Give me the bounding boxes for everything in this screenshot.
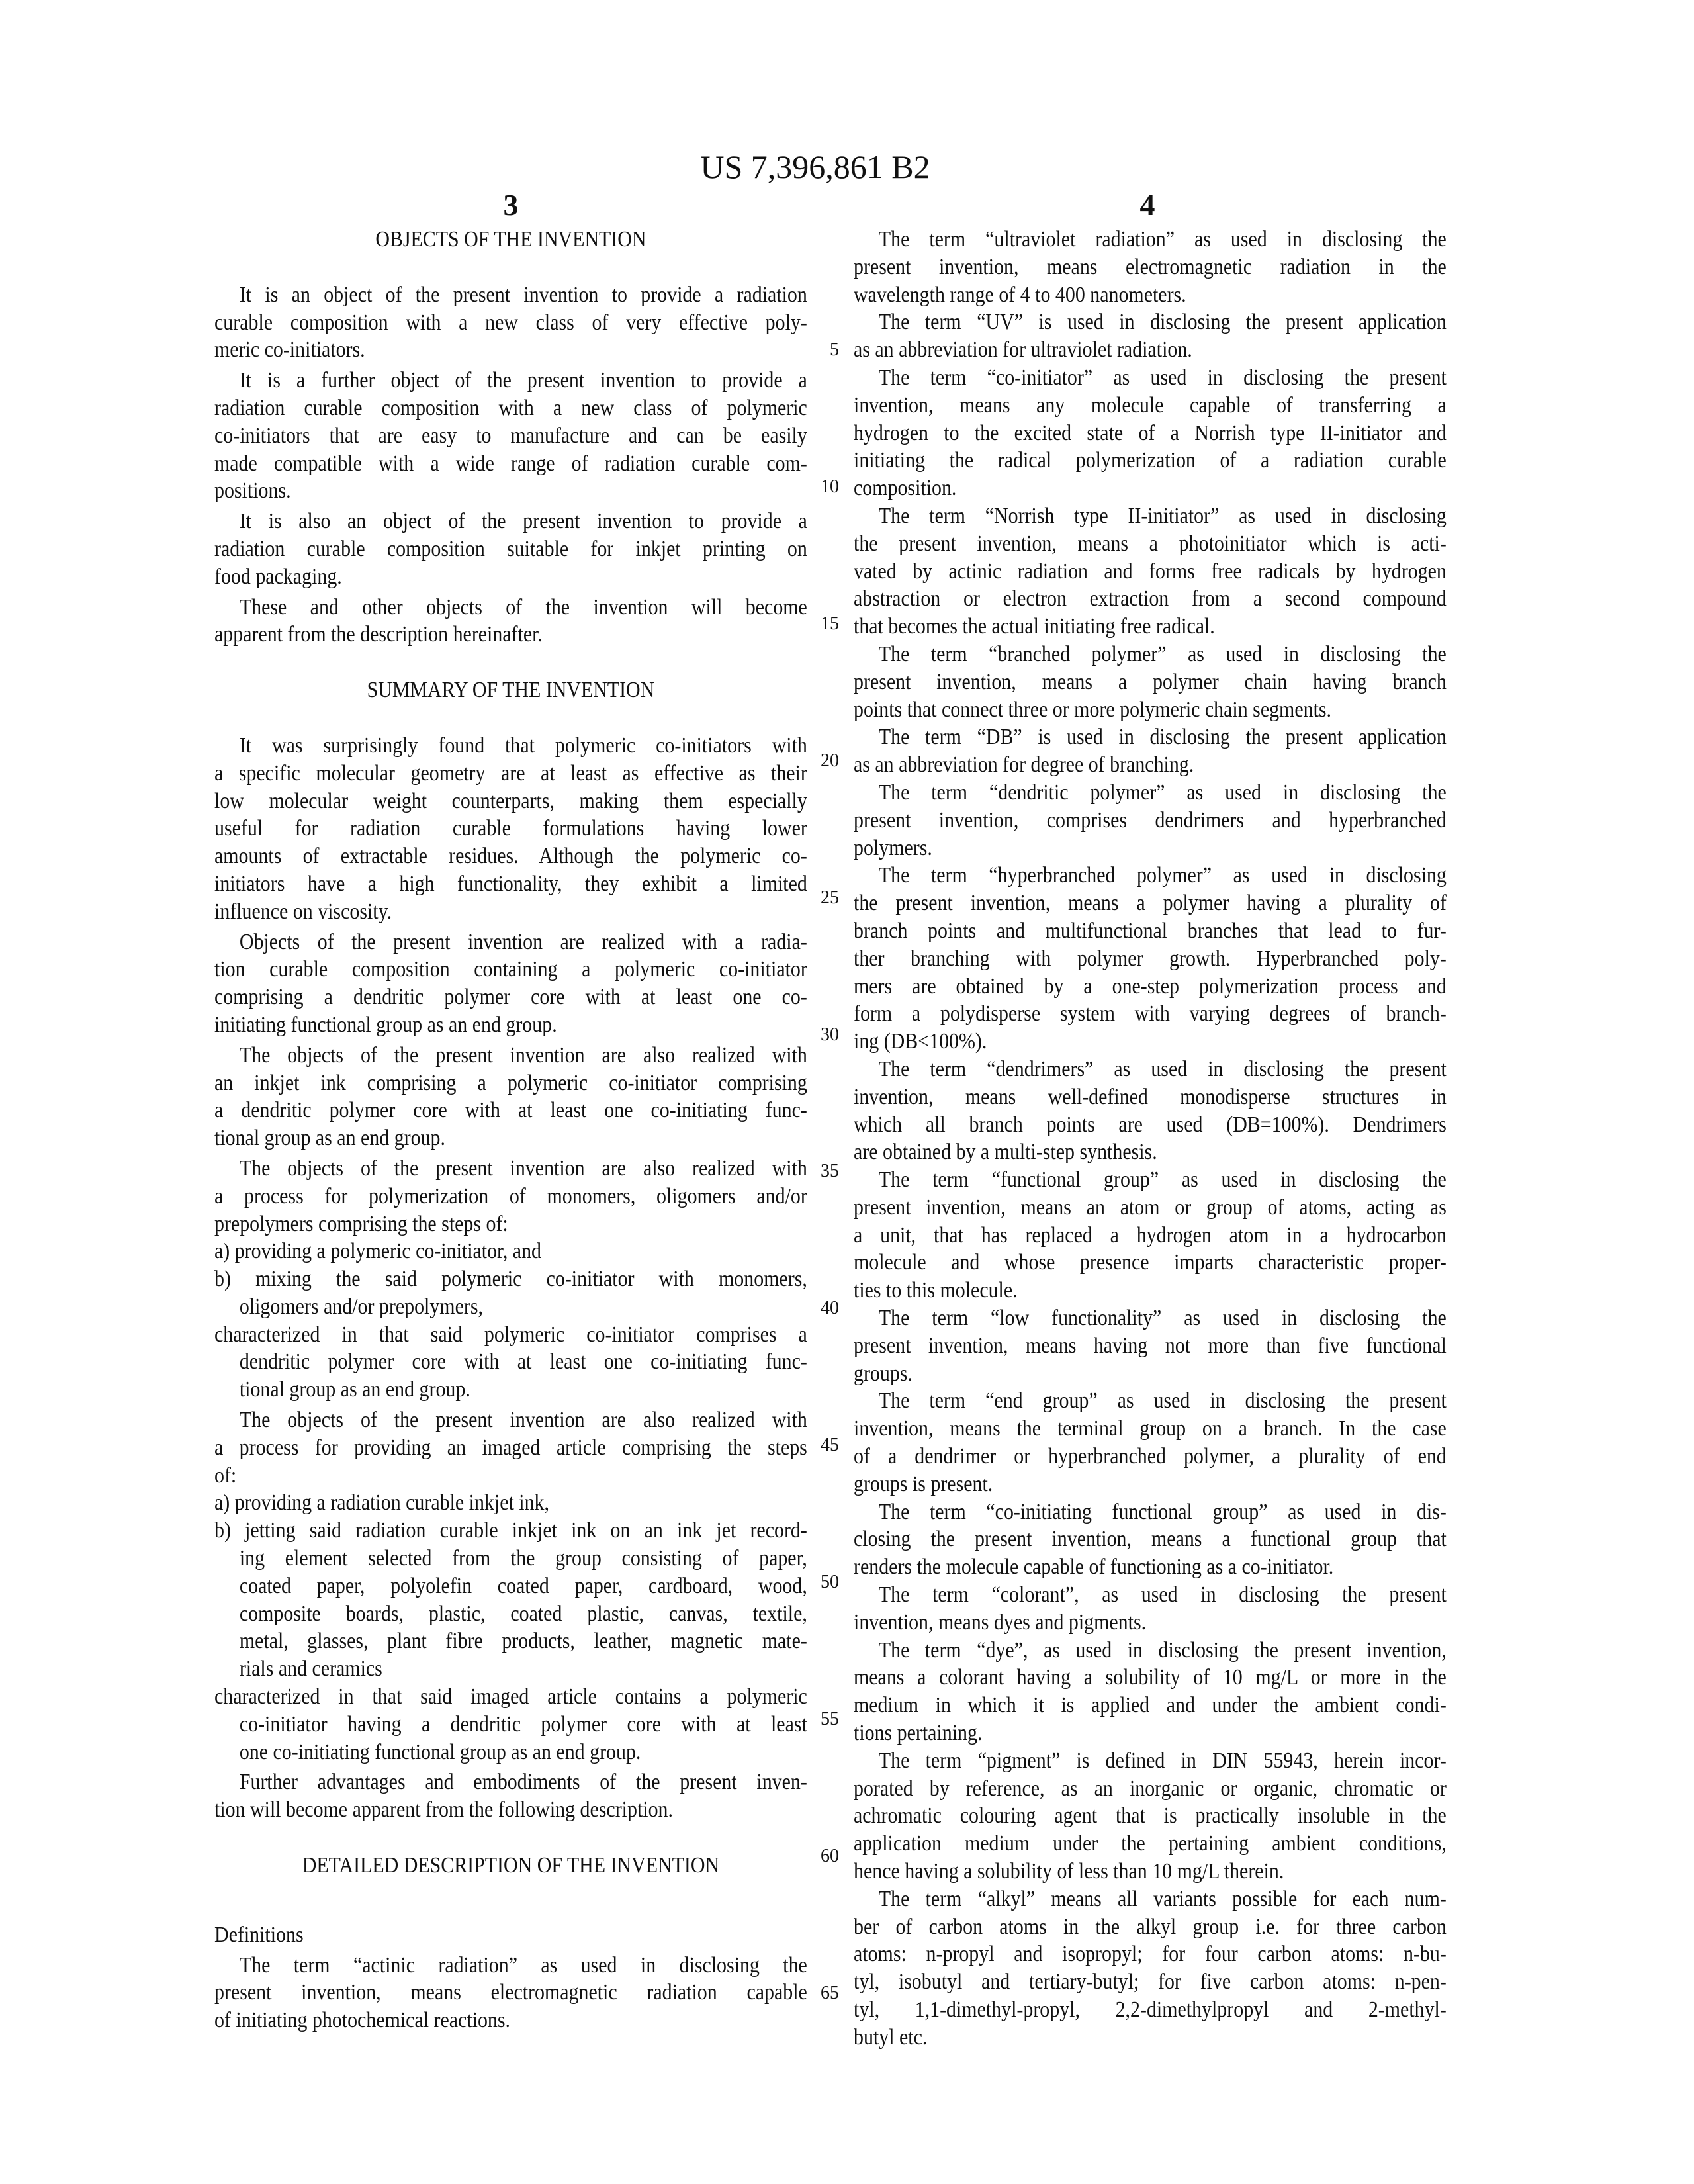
line-number: 45 [799, 1435, 839, 1455]
text-line: tional group as an end group. [214, 1124, 807, 1152]
line-number: 30 [799, 1025, 839, 1045]
text-line: groups is present. [854, 1471, 1447, 1498]
paragraph [854, 1166, 1447, 1304]
text-line: The term “actinic radiation” as used in disclosing the [214, 1952, 807, 1979]
patent-number: US 7,396,861 B2 [0, 147, 1630, 187]
text-line: ties to this molecule. [854, 1277, 1447, 1304]
text-line: hence having a solubility of less than 10 mg/L therein. [854, 1858, 1447, 1886]
text-line: porated by reference, as an inorganic or organic, chromatic or [854, 1775, 1447, 1803]
list-item [214, 1489, 807, 1517]
text-line: of: [214, 1462, 807, 1490]
text-line: initiating the radical polymerization of a radiation curable [854, 447, 1447, 475]
text-line: invention, means dyes and pigments. [854, 1609, 1447, 1637]
left-column [214, 226, 807, 2034]
text-line: influence on viscosity. [214, 898, 807, 926]
text-line: branch points and multifunctional branches that lead to fur- [854, 917, 1447, 945]
text-line: metal, glasses, plant fibre products, leather, magnetic mate- [214, 1627, 807, 1655]
text-line: as an abbreviation for degree of branching. [854, 751, 1447, 779]
text-line: comprising a dendritic polymer core with at least one co- [214, 983, 807, 1011]
text-line: butyl etc. [854, 2024, 1447, 2052]
text-line: a) providing a radiation curable inkjet ink, [214, 1489, 807, 1517]
list-item [214, 1265, 807, 1321]
text-line: It is a further object of the present invention to provide a [214, 367, 807, 394]
text-line: rials and ceramics [214, 1655, 807, 1683]
column-number-right: 4 [1081, 187, 1214, 224]
paragraph [214, 1952, 807, 2034]
text-line: The term “dye”, as used in disclosing the present invention, [854, 1637, 1447, 1664]
paragraph [214, 281, 807, 364]
text-line: polymers. [854, 835, 1447, 862]
text-line: tion curable composition containing a polymeric co-initiator [214, 956, 807, 983]
text-line: one co-initiating functional group as an end group. [214, 1739, 807, 1766]
text-line: which all branch points are used (DB=100%). Dendrimers [854, 1111, 1447, 1139]
paragraph [854, 502, 1447, 641]
text-line: b) jetting said radiation curable inkjet ink on an ink jet record- [214, 1517, 807, 1545]
text-line: The term “co-initiator” as used in disclosing the present [854, 364, 1447, 392]
text-line: The term “UV” is used in disclosing the present application [854, 308, 1447, 336]
line-number: 60 [799, 1846, 839, 1866]
text-line: The term “branched polymer” as used in disclosing the [854, 641, 1447, 668]
text-line: tyl, isobutyl and tertiary-butyl; for five carbon atoms: n-pen- [854, 1968, 1447, 1996]
paragraph [854, 862, 1447, 1056]
text-line: ber of carbon atoms in the alkyl group i.e. for three carbon [854, 1913, 1447, 1941]
text-line: invention, means any molecule capable of transferring a [854, 392, 1447, 420]
text-line: co-initiators that are easy to manufacture and can be easily [214, 422, 807, 450]
text-line: points that connect three or more polymeric chain segments. [854, 696, 1447, 724]
line-number: 55 [799, 1709, 839, 1729]
paragraph [214, 1155, 807, 1238]
text-line: a dendritic polymer core with at least one co-initiating func- [214, 1097, 807, 1124]
text-line: an inkjet ink comprising a polymeric co-initiator comprising [214, 1069, 807, 1097]
text-line: a specific molecular geometry are at least as effective as their [214, 760, 807, 788]
text-line: are obtained by a multi-step synthesis. [854, 1138, 1447, 1166]
paragraph [214, 1768, 807, 1824]
text-line: present invention, means a polymer chain having branch [854, 668, 1447, 696]
text-line: radiation curable composition suitable for inkjet printing on [214, 535, 807, 563]
line-number: 20 [799, 751, 839, 771]
text-line: The term “dendritic polymer” as used in disclosing the [854, 779, 1447, 807]
paragraph [854, 1747, 1447, 1886]
text-line: vated by actinic radiation and forms free radicals by hydrogen [854, 558, 1447, 586]
paragraph [854, 1581, 1447, 1637]
text-line: The term “end group” as used in disclosing the present [854, 1387, 1447, 1415]
text-line: medium in which it is applied and under the ambient condi- [854, 1692, 1447, 1719]
paragraph [214, 1406, 807, 1489]
text-line: co-initiator having a dendritic polymer core with at least [214, 1711, 807, 1739]
text-line: The term “ultraviolet radiation” as used in disclosing the [854, 226, 1447, 253]
list-item [214, 1517, 807, 1683]
paragraph [854, 723, 1447, 779]
text-line: radiation curable composition with a new class of polymeric [214, 394, 807, 422]
paragraph [854, 1637, 1447, 1747]
paragraph [854, 1056, 1447, 1166]
text-line: initiators have a high functionality, they exhibit a limited [214, 870, 807, 898]
line-number: 50 [799, 1572, 839, 1592]
text-line: tions pertaining. [854, 1719, 1447, 1747]
paragraph [214, 367, 807, 505]
text-line: useful for radiation curable formulations having lower [214, 815, 807, 842]
text-line: dendritic polymer core with at least one co-initiating func- [214, 1348, 807, 1376]
text-line: The term “Norrish type II-initiator” as used in disclosing [854, 502, 1447, 530]
text-line: The term “functional group” as used in disclosing the [854, 1166, 1447, 1194]
text-line: The term “pigment” is defined in DIN 55943, herein incor- [854, 1747, 1447, 1775]
text-line: ther branching with polymer growth. Hyperbranched poly- [854, 945, 1447, 973]
text-line: food packaging. [214, 563, 807, 591]
text-line: molecule and whose presence imparts characteristic proper- [854, 1249, 1447, 1277]
text-line: It is also an object of the present invention to provide a [214, 508, 807, 535]
text-line: prepolymers comprising the steps of: [214, 1210, 807, 1238]
text-line: composition. [854, 475, 1447, 502]
text-line: low molecular weight counterparts, making them especially [214, 788, 807, 815]
text-line: ing (DB<100%). [854, 1028, 1447, 1056]
line-number: 35 [799, 1161, 839, 1181]
text-line: achromatic colouring agent that is practically insoluble in the [854, 1802, 1447, 1830]
text-line: ing element selected from the group consisting of paper, [214, 1545, 807, 1572]
text-line: The term “alkyl” means all variants possible for each num- [854, 1886, 1447, 1913]
text-line: wavelength range of 4 to 400 nanometers. [854, 281, 1447, 309]
text-line: made compatible with a wide range of radiation curable com- [214, 450, 807, 478]
line-number: 15 [799, 614, 839, 634]
paragraph [854, 308, 1447, 364]
paragraph [214, 929, 807, 1039]
text-line: The term “colorant”, as used in disclosing the present [854, 1581, 1447, 1609]
text-line: present invention, means electromagnetic radiation in the [854, 253, 1447, 281]
text-line: The term “DB” is used in disclosing the present application [854, 723, 1447, 751]
text-line: present invention, means having not more than five functional [854, 1332, 1447, 1360]
text-line: of initiating photochemical reactions. [214, 2007, 807, 2034]
text-line: The term “low functionality” as used in disclosing the [854, 1304, 1447, 1332]
right-column [854, 226, 1447, 2052]
paragraph [854, 641, 1447, 723]
text-line: curable composition with a new class of very effective poly- [214, 309, 807, 337]
list-item [214, 1683, 807, 1766]
line-number: 5 [799, 340, 839, 360]
paragraph [214, 594, 807, 649]
text-line: abstraction or electron extraction from a second compound [854, 585, 1447, 613]
line-number: 65 [799, 1983, 839, 2003]
text-line: a unit, that has replaced a hydrogen atom in a hydrocarbon [854, 1222, 1447, 1250]
line-number: 40 [799, 1298, 839, 1318]
text-line: tional group as an end group. [214, 1376, 807, 1404]
text-line: groups. [854, 1360, 1447, 1388]
text-line: present invention, means electromagnetic radiation capable [214, 1979, 807, 2007]
text-line: atoms: n-propyl and isopropyl; for four carbon atoms: n-bu- [854, 1940, 1447, 1968]
paragraph [854, 364, 1447, 502]
text-line: renders the molecule capable of functioning as a co-initiator. [854, 1553, 1447, 1581]
text-line: characterized in that said imaged article contains a polymeric [214, 1683, 807, 1711]
text-line: It is an object of the present invention to provide a radiation [214, 281, 807, 309]
list-item [214, 1238, 807, 1265]
paragraph [214, 732, 807, 926]
text-line: of a dendrimer or hyperbranched polymer, a plurality of end [854, 1443, 1447, 1471]
text-line: tyl, 1,1-dimethyl-propyl, 2,2-dimethylpropyl and 2-methyl- [854, 1996, 1447, 2024]
paragraph [214, 508, 807, 590]
text-line: tion will become apparent from the following description. [214, 1796, 807, 1824]
line-number: 25 [799, 888, 839, 908]
paragraph [854, 1387, 1447, 1498]
text-line: Objects of the present invention are realized with a radia- [214, 929, 807, 956]
text-line: application medium under the pertaining ambient conditions, [854, 1830, 1447, 1858]
paragraph [854, 226, 1447, 308]
subsection-heading: Definitions [214, 1921, 807, 1949]
text-line: oligomers and/or prepolymers, [214, 1293, 807, 1321]
text-line: that becomes the actual initiating free radical. [854, 613, 1447, 641]
text-line: present invention, means an atom or group of atoms, acting as [854, 1194, 1447, 1222]
text-line: present invention, comprises dendrimers and hyperbranched [854, 807, 1447, 835]
paragraph [854, 1886, 1447, 2052]
text-line: The term “hyperbranched polymer” as used in disclosing [854, 862, 1447, 889]
text-line: the present invention, means a polymer having a plurality of [854, 889, 1447, 917]
text-line: The term “dendrimers” as used in disclosing the present [854, 1056, 1447, 1083]
section-heading: OBJECTS OF THE INVENTION [214, 226, 807, 253]
text-line: a) providing a polymeric co-initiator, and [214, 1238, 807, 1265]
text-line: a process for providing an imaged article comprising the steps [214, 1434, 807, 1462]
section-heading: SUMMARY OF THE INVENTION [214, 676, 807, 704]
text-line: initiating functional group as an end group. [214, 1011, 807, 1039]
column-number-left: 3 [445, 187, 577, 224]
text-line: b) mixing the said polymeric co-initiator with monomers, [214, 1265, 807, 1293]
text-line: The term “co-initiating functional group” as used in dis- [854, 1498, 1447, 1526]
text-line: The objects of the present invention are also realized with [214, 1406, 807, 1434]
line-number: 10 [799, 477, 839, 497]
text-line: means a colorant having a solubility of 10 mg/L or more in the [854, 1664, 1447, 1692]
section-heading: DETAILED DESCRIPTION OF THE INVENTION [214, 1852, 807, 1880]
list-item [214, 1321, 807, 1404]
text-line: a process for polymerization of monomers, oligomers and/or [214, 1183, 807, 1210]
text-line: The objects of the present invention are also realized with [214, 1042, 807, 1069]
text-line: closing the present invention, means a functional group that [854, 1525, 1447, 1553]
text-line: Further advantages and embodiments of the present inven- [214, 1768, 807, 1796]
paragraph [854, 1304, 1447, 1387]
text-line: meric co-initiators. [214, 336, 807, 364]
text-line: composite boards, plastic, coated plastic, canvas, textile, [214, 1600, 807, 1628]
text-line: characterized in that said polymeric co-initiator comprises a [214, 1321, 807, 1349]
paragraph [854, 1498, 1447, 1581]
text-line: It was surprisingly found that polymeric co-initiators with [214, 732, 807, 760]
paragraph [214, 1042, 807, 1152]
text-line: invention, means well-defined monodisperse structures in [854, 1083, 1447, 1111]
text-line: hydrogen to the excited state of a Norrish type II-initiator and [854, 420, 1447, 447]
text-line: form a polydisperse system with varying degrees of branch- [854, 1000, 1447, 1028]
text-line: as an abbreviation for ultraviolet radiation. [854, 336, 1447, 364]
text-line: coated paper, polyolefin coated paper, cardboard, wood, [214, 1572, 807, 1600]
text-line: mers are obtained by a one-step polymerization process and [854, 973, 1447, 1001]
paragraph [854, 779, 1447, 862]
text-line: These and other objects of the invention will become [214, 594, 807, 621]
text-line: the present invention, means a photoinitiator which is acti- [854, 530, 1447, 558]
text-line: positions. [214, 477, 807, 505]
text-line: amounts of extractable residues. Although the polymeric co- [214, 842, 807, 870]
text-line: invention, means the terminal group on a branch. In the case [854, 1415, 1447, 1443]
text-line: The objects of the present invention are also realized with [214, 1155, 807, 1183]
text-line: apparent from the description hereinafter. [214, 621, 807, 649]
